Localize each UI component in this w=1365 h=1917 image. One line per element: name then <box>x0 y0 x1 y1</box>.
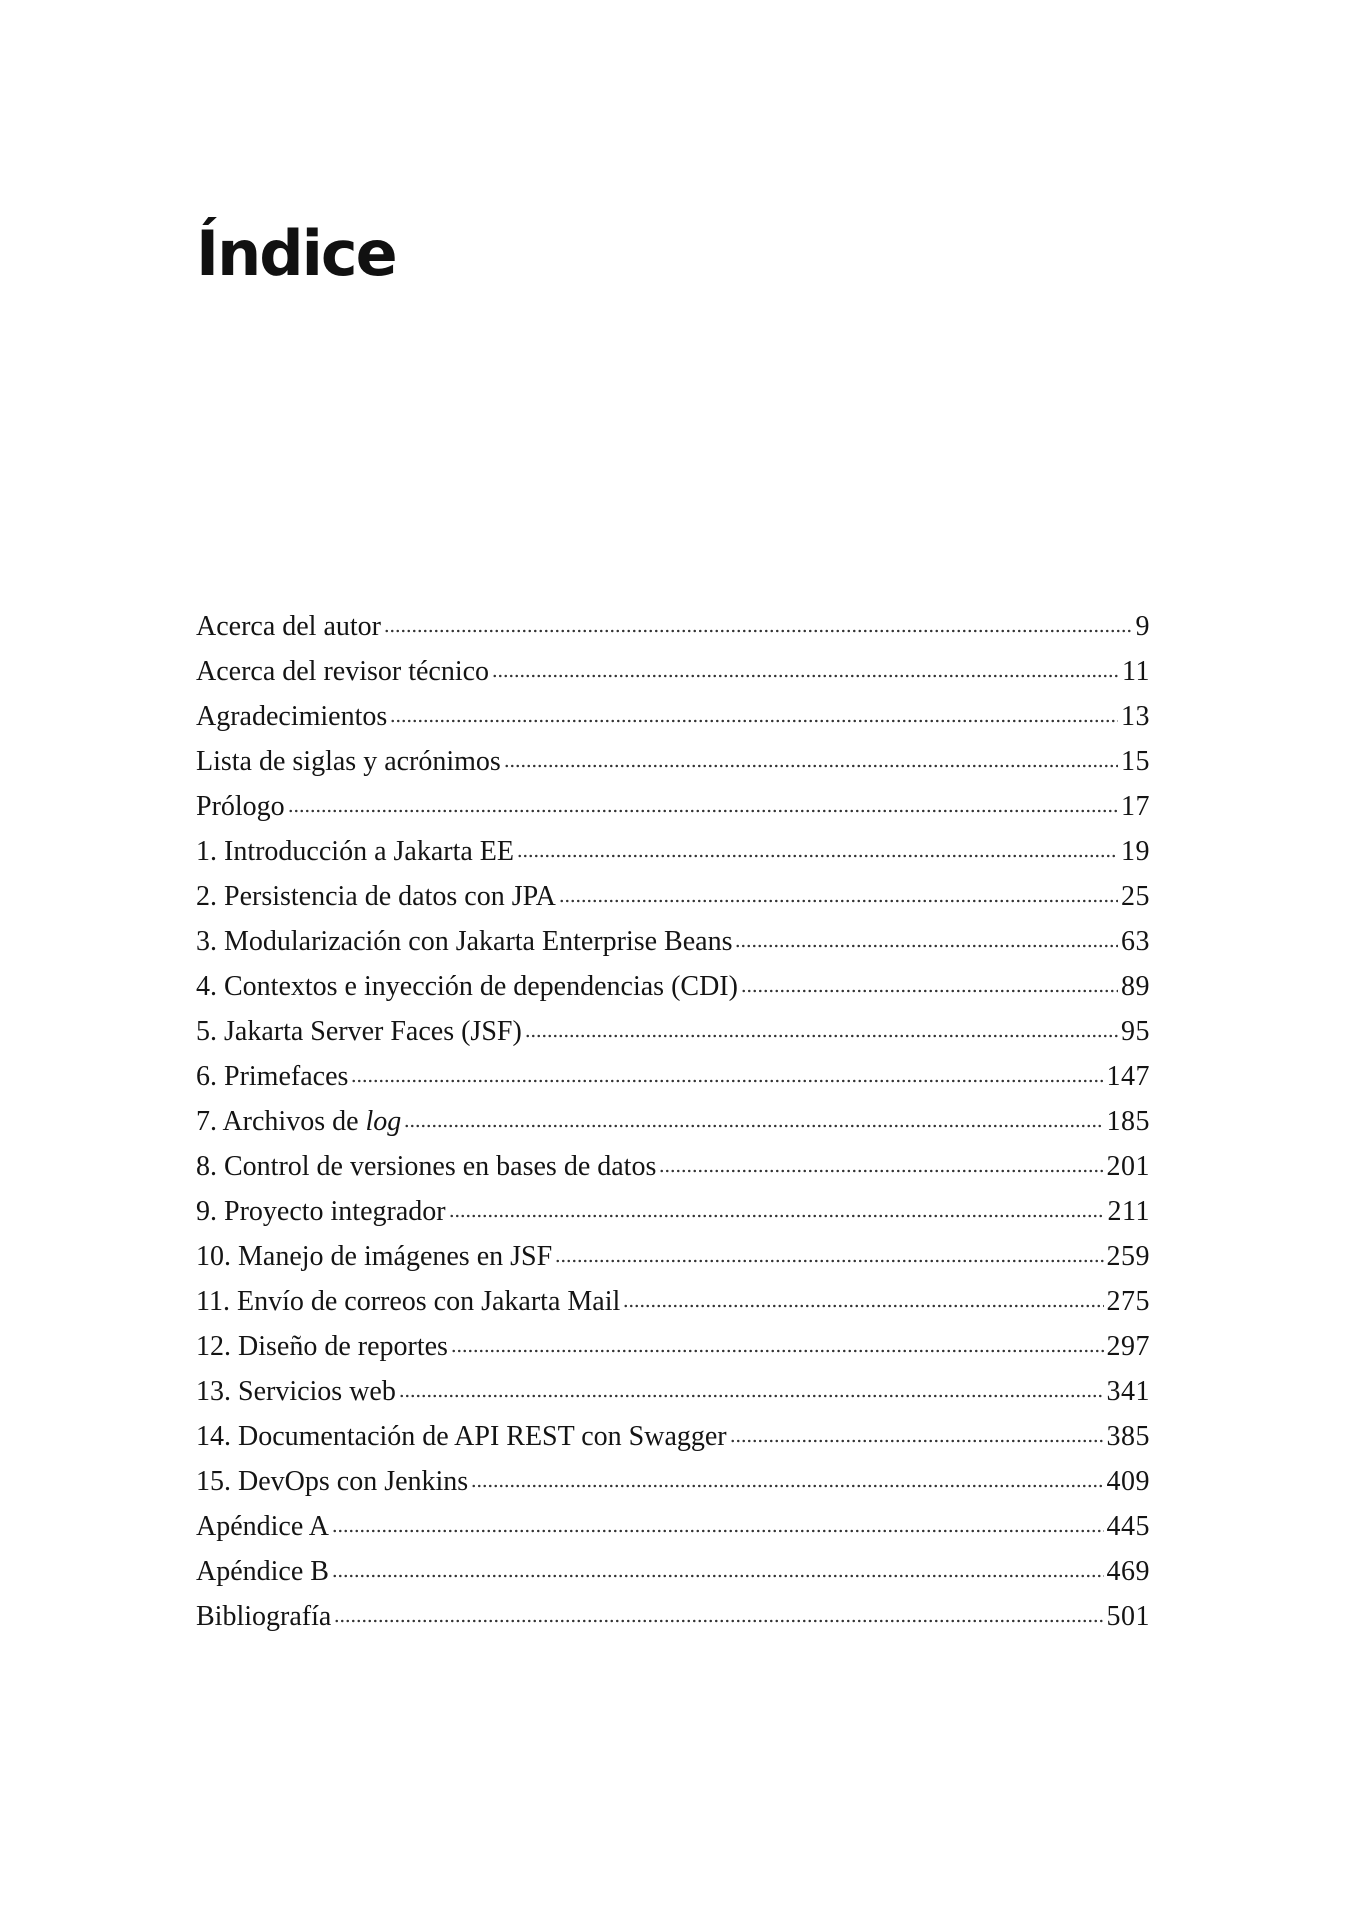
toc-entry <box>196 919 1150 964</box>
dot-leader <box>517 830 1118 858</box>
toc-entry-label: Lista de siglas y acrónimos <box>196 746 501 777</box>
toc-entry-page: 185 <box>1106 1106 1150 1137</box>
toc-entry-page: 297 <box>1106 1331 1150 1362</box>
toc-entry <box>196 1504 1150 1549</box>
dot-leader <box>332 1550 1104 1578</box>
toc-entry-page: 15 <box>1121 746 1150 777</box>
toc-entry <box>196 829 1150 874</box>
toc-entry-page: 95 <box>1121 1016 1150 1047</box>
toc-entry <box>196 874 1150 919</box>
toc-entry <box>196 1234 1150 1279</box>
toc-entry-label: 10. Manejo de imágenes en JSF <box>196 1241 553 1272</box>
dot-leader <box>659 1145 1103 1173</box>
dot-leader <box>288 785 1118 813</box>
dot-leader <box>741 965 1118 993</box>
toc-entry-label-italic: log <box>365 1106 402 1137</box>
toc-entry <box>196 1369 1150 1414</box>
toc-entry-label: Acerca del revisor técnico <box>196 656 490 687</box>
toc-entry-label: Prólogo <box>196 791 285 822</box>
toc-entry-page: 25 <box>1121 881 1150 912</box>
dot-leader <box>404 1100 1103 1128</box>
toc-entry-label: 12. Diseño de reportes <box>196 1331 448 1362</box>
toc-entry-page: 385 <box>1106 1421 1150 1452</box>
toc-entry-label: 5. Jakarta Server Faces (JSF) <box>196 1016 522 1047</box>
toc-entry-page: 89 <box>1121 971 1150 1002</box>
dot-leader <box>735 920 1118 948</box>
toc-entry-label-text: 7. Archivos de <box>196 1106 366 1137</box>
dot-leader <box>471 1460 1103 1488</box>
toc-entry-label: Acerca del autor <box>196 611 381 642</box>
dot-leader <box>504 740 1118 768</box>
toc-entry-label: Apéndice A <box>196 1511 329 1542</box>
toc-entry <box>196 1099 1150 1144</box>
dot-leader <box>492 650 1119 678</box>
toc-entry <box>196 1594 1150 1639</box>
page-title: Índice <box>196 217 396 290</box>
toc-entry-page: 259 <box>1106 1241 1150 1272</box>
toc-entry <box>196 1414 1150 1459</box>
toc-entry-page: 445 <box>1106 1511 1150 1542</box>
dot-leader <box>332 1505 1104 1533</box>
toc-entry <box>196 1279 1150 1324</box>
toc-entry-label: 6. Primefaces <box>196 1061 349 1092</box>
toc-entry-page: 9 <box>1135 611 1150 642</box>
toc-entry-page: 469 <box>1106 1556 1150 1587</box>
dot-leader <box>525 1010 1118 1038</box>
toc-entry-label: Agradecimientos <box>196 701 388 732</box>
toc-entry <box>196 1459 1150 1504</box>
toc-entry-label: Apéndice B <box>196 1556 329 1587</box>
toc-entry <box>196 1324 1150 1369</box>
toc-entry <box>196 964 1150 1009</box>
dot-leader <box>623 1280 1103 1308</box>
toc-entry <box>196 649 1150 694</box>
dot-leader <box>559 875 1118 903</box>
dot-leader <box>384 605 1133 633</box>
toc-entry <box>196 1009 1150 1054</box>
table-of-contents <box>196 604 1150 1639</box>
toc-entry <box>196 739 1150 784</box>
toc-entry-label: 3. Modularización con Jakarta Enterprise Beans <box>196 926 733 957</box>
toc-entry-page: 201 <box>1106 1151 1150 1182</box>
dot-leader <box>334 1595 1103 1623</box>
toc-entry-label <box>196 1099 401 1144</box>
toc-entry <box>196 1144 1150 1189</box>
dot-leader <box>451 1325 1104 1353</box>
toc-entry-label: 4. Contextos e inyección de dependencias (CDI) <box>196 971 738 1002</box>
toc-entry-label: 15. DevOps con Jenkins <box>196 1466 469 1497</box>
toc-entry-page: 341 <box>1106 1376 1150 1407</box>
dot-leader <box>399 1370 1104 1398</box>
toc-entry-page: 13 <box>1121 701 1150 732</box>
toc-entry <box>196 604 1150 649</box>
toc-entry-page: 19 <box>1121 836 1150 867</box>
toc-entry <box>196 1189 1150 1234</box>
toc-entry <box>196 1054 1150 1099</box>
toc-entry-label: 2. Persistencia de datos con JPA <box>196 881 556 912</box>
toc-entry <box>196 784 1150 829</box>
toc-entry-page: 501 <box>1106 1601 1150 1632</box>
toc-entry-page: 17 <box>1121 791 1150 822</box>
toc-entry-label: Bibliografía <box>196 1601 332 1632</box>
dot-leader <box>390 695 1118 723</box>
dot-leader <box>449 1190 1105 1218</box>
toc-entry-label: 13. Servicios web <box>196 1376 396 1407</box>
toc-entry-label: 11. Envío de correos con Jakarta Mail <box>196 1286 621 1317</box>
toc-entry <box>196 694 1150 739</box>
toc-entry-page: 11 <box>1122 656 1150 687</box>
toc-entry-page: 275 <box>1106 1286 1150 1317</box>
toc-entry-page: 147 <box>1106 1061 1150 1092</box>
toc-entry-page: 63 <box>1121 926 1150 957</box>
toc-entry-label: 8. Control de versiones en bases de datos <box>196 1151 657 1182</box>
toc-entry <box>196 1549 1150 1594</box>
toc-entry-label: 9. Proyecto integrador <box>196 1196 446 1227</box>
toc-entry-label: 14. Documentación de API REST con Swagger <box>196 1421 727 1452</box>
dot-leader <box>351 1055 1103 1083</box>
dot-leader <box>555 1235 1103 1263</box>
toc-entry-page: 211 <box>1107 1196 1150 1227</box>
toc-entry-page: 409 <box>1106 1466 1150 1497</box>
toc-entry-label: 1. Introducción a Jakarta EE <box>196 836 514 867</box>
dot-leader <box>730 1415 1104 1443</box>
